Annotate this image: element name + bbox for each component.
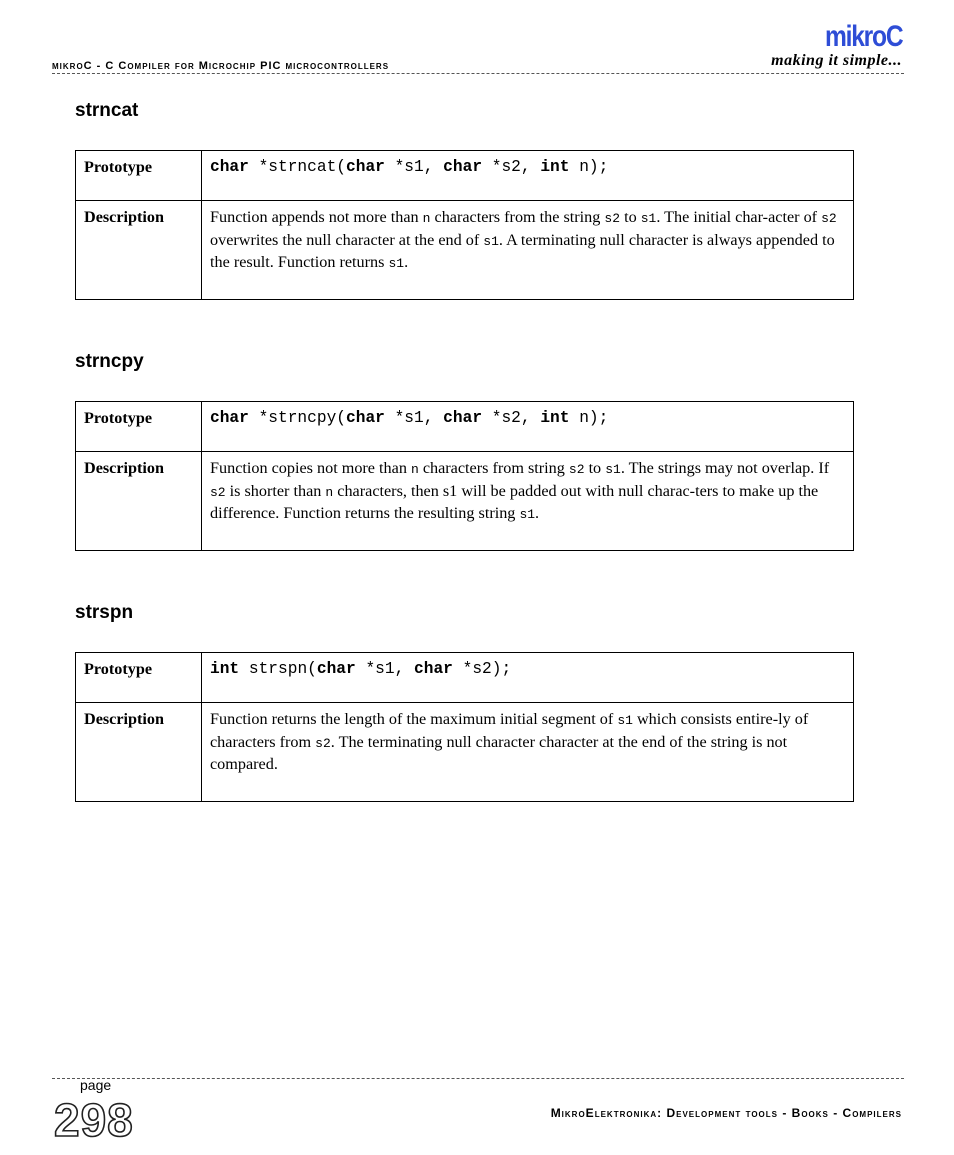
code-keyword: int: [210, 660, 240, 678]
inline-code: s2: [604, 211, 621, 226]
description-text: [202, 201, 854, 300]
code-keyword: char: [210, 409, 249, 427]
text-segment: *s1,: [384, 409, 444, 427]
text-segment: characters, then s1 will be padded out with null charac-ters to make up the difference. Function returns the resulting string: [210, 481, 819, 522]
text-segment: Function copies not more than: [210, 459, 411, 477]
code-keyword: char: [316, 660, 356, 678]
text-segment: *s1,: [355, 660, 415, 678]
text-segment: characters from the string: [430, 208, 605, 226]
code-keyword: char: [346, 409, 385, 427]
prototype-label: Prototype: [76, 653, 202, 703]
prototype-label: Prototype: [76, 151, 202, 201]
code-keyword: int: [540, 158, 570, 176]
code-keyword: char: [443, 158, 483, 176]
header-tagline: making it simple...: [771, 52, 902, 69]
code-keyword: int: [540, 409, 570, 427]
section-title-strspn: strspn: [75, 602, 134, 623]
inline-code: n: [410, 462, 419, 477]
text-segment: strspn(: [239, 660, 317, 678]
text-segment: *strncpy(: [248, 409, 347, 427]
text-segment: to: [584, 459, 606, 477]
text-segment: . The initial char-acter of: [656, 208, 822, 226]
section-title-strncpy: strncpy: [75, 351, 144, 372]
inline-code: s2: [821, 211, 837, 226]
prototype-label: Prototype: [76, 402, 202, 452]
brand-logo: mikroC: [824, 20, 902, 53]
page-label: page: [80, 1077, 112, 1093]
description-label: Description: [76, 703, 202, 802]
inline-code: s1: [640, 211, 657, 226]
text-segment: .: [404, 253, 409, 271]
text-segment: is shorter than: [225, 481, 326, 500]
description-label: Description: [76, 452, 202, 551]
text-segment: . A terminating null character is always appended to the result. Function returns: [210, 230, 835, 271]
section-title-strncat: strncat: [75, 100, 139, 121]
inline-code: n: [325, 484, 334, 500]
inline-code: s1: [605, 462, 621, 477]
text-segment: Function appends not more than: [210, 208, 423, 226]
code-keyword: char: [443, 409, 483, 427]
function-table-strncpy: [75, 401, 854, 551]
text-segment: to: [620, 208, 641, 226]
header-divider: [52, 73, 904, 74]
prototype-code: [202, 402, 854, 452]
text-segment: *s2);: [452, 660, 512, 678]
code-keyword: char: [414, 660, 453, 678]
description-label: Description: [76, 201, 202, 300]
inline-code: s1: [483, 233, 499, 249]
description-text: [202, 452, 854, 551]
text-segment: *s2,: [482, 158, 541, 176]
text-segment: .: [535, 504, 540, 522]
inline-code: s1: [617, 713, 633, 728]
text-segment: *s1,: [384, 158, 444, 176]
inline-code: s1: [519, 507, 536, 522]
text-segment: . The terminating null character character at the end of the string is not compared.: [210, 732, 788, 773]
function-table-strspn: [75, 652, 854, 802]
header-title: mikroC - C Compiler for Microchip PIC microcontrollers: [52, 60, 390, 72]
text-segment: Function returns the length of the maximum initial segment of: [210, 710, 618, 728]
inline-code: s2: [315, 735, 331, 751]
text-segment: characters from string: [418, 459, 569, 477]
code-keyword: char: [346, 158, 385, 176]
text-segment: *strncat(: [248, 158, 347, 176]
text-segment: n);: [569, 409, 609, 427]
function-table-strncat: [75, 150, 854, 300]
prototype-code: [202, 151, 854, 201]
text-segment: which consists entire-ly of characters from: [210, 710, 809, 751]
inline-code: s2: [568, 462, 585, 477]
inline-code: s2: [210, 484, 226, 500]
description-text: [202, 703, 854, 802]
inline-code: n: [422, 211, 431, 226]
code-keyword: char: [210, 158, 249, 176]
text-segment: n);: [569, 158, 609, 176]
text-segment: overwrites the null character at the end of: [210, 230, 484, 249]
footer-divider: [52, 1078, 904, 1079]
page-number: 298: [54, 1094, 134, 1146]
text-segment: *s2,: [482, 409, 541, 427]
text-segment: . The strings may not overlap. If: [620, 459, 830, 477]
footer-title: MikroElektronika: Development tools - Books - Compilers: [550, 1106, 902, 1120]
prototype-code: [202, 653, 854, 703]
inline-code: s1: [388, 256, 405, 271]
